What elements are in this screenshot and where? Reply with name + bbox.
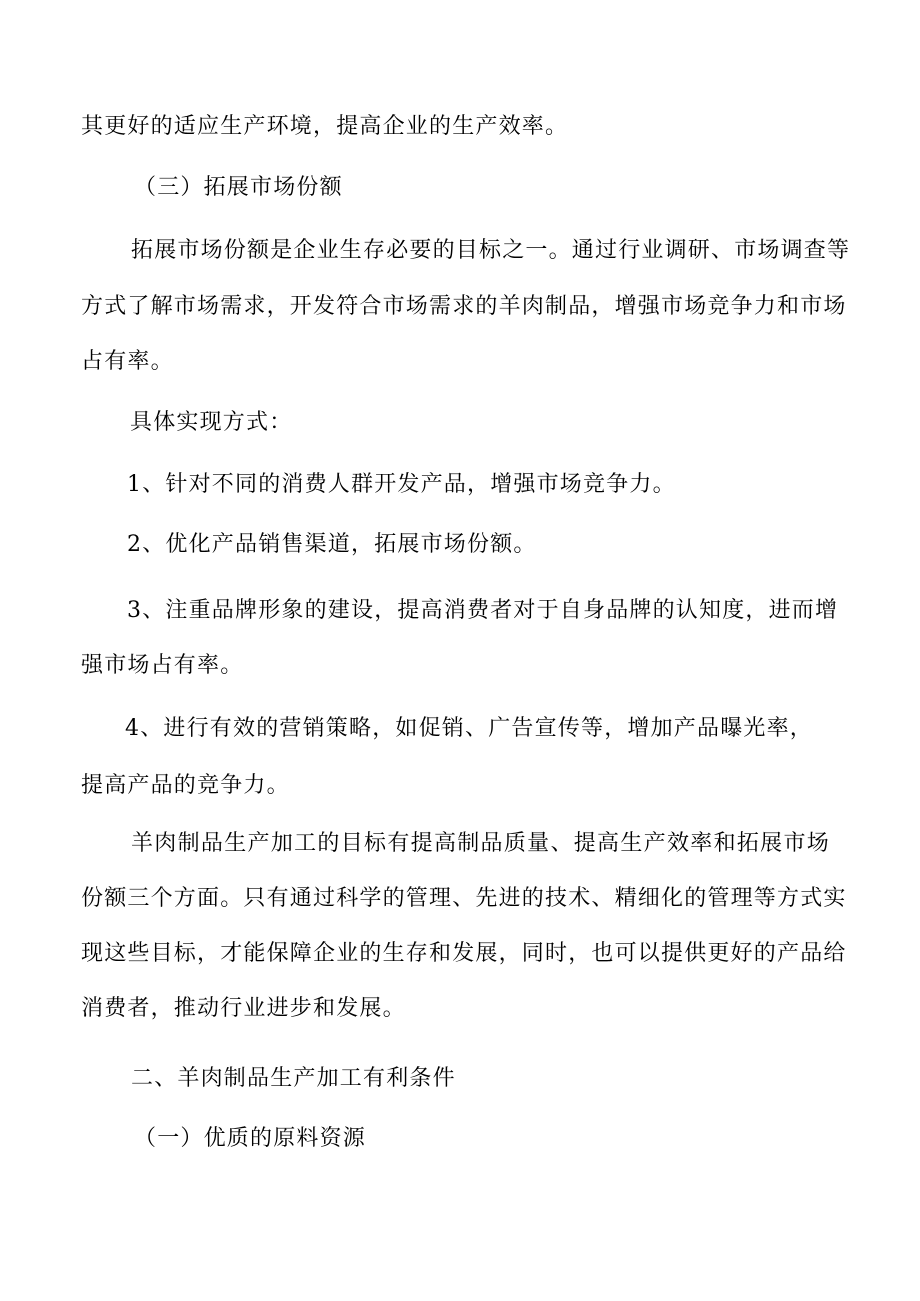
summary-paragraph-line: 羊肉制品生产加工的目标有提高制品质量、提高生产效率和拓展市场 [131, 831, 830, 856]
methods-intro: 具体实现方式： [130, 410, 293, 435]
chapter-heading-favorable-conditions: 二、羊肉制品生产加工有利条件 [131, 1066, 456, 1091]
section3-paragraph-line: 方式了解市场需求，开发符合市场需求的羊肉制品，增强市场竞争力和市场 [81, 294, 847, 319]
section-heading-expand-market-share: （三）拓展市场份额 [134, 175, 343, 200]
continuation-line: 其更好的适应生产环境，提高企业的生产效率。 [81, 114, 569, 139]
summary-paragraph-line: 现这些目标，才能保障企业的生存和发展，同时，也可以提供更好的产品给 [81, 941, 847, 966]
method-item-3-line: 3、注重品牌形象的建设，提高消费者对于自身品牌的认知度，进而增 [127, 598, 839, 623]
method-item-3-line: 强市场占有率。 [81, 653, 244, 678]
method-item-4-line: 提高产品的竞争力。 [81, 773, 290, 798]
summary-paragraph-line: 消费者，推动行业进步和发展。 [81, 996, 406, 1021]
summary-paragraph-line: 份额三个方面。只有通过科学的管理、先进的技术、精细化的管理等方式实 [81, 886, 847, 911]
method-item-2: 2、优化产品销售渠道，拓展市场份额。 [127, 532, 537, 557]
section3-paragraph-line: 拓展市场份额是企业生存必要的目标之一。通过行业调研、市场调查等 [131, 238, 851, 263]
method-item-1: 1、针对不同的消费人群开发产品，增强市场竞争力。 [127, 472, 676, 497]
method-item-4-line: 4、进行有效的营销策略，如促销、广告宣传等，增加产品曝光率， [125, 716, 813, 741]
section-heading-quality-raw-materials: （一）优质的原料资源 [134, 1126, 367, 1151]
section3-paragraph-line: 占有率。 [81, 349, 174, 374]
